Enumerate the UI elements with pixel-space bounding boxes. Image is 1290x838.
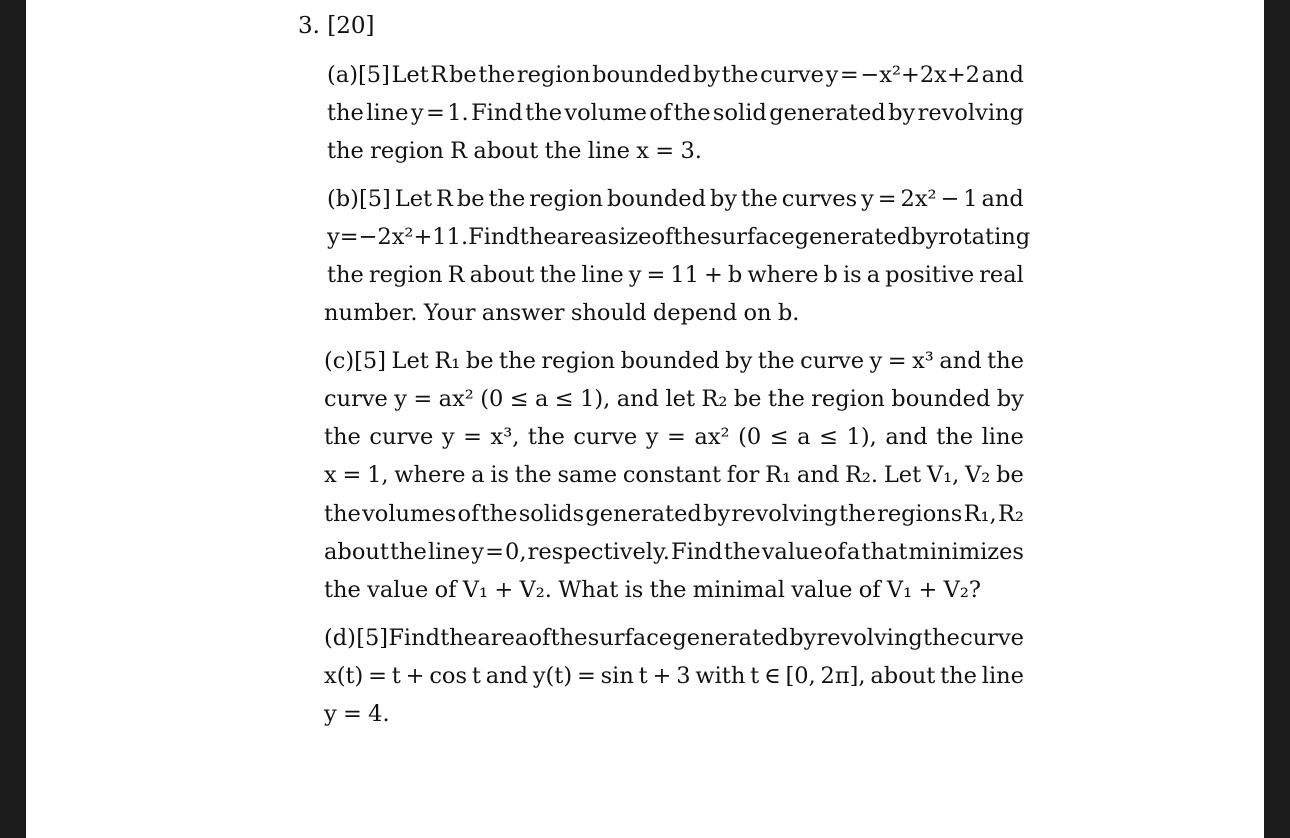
word: the	[923, 625, 960, 651]
word: R₂.	[844, 462, 879, 488]
word: the	[390, 539, 427, 565]
part-c-line-2	[324, 385, 1024, 413]
word: =	[368, 663, 387, 689]
word: curve	[960, 625, 1024, 651]
part-c-line-6	[324, 538, 1024, 566]
word: =	[339, 224, 359, 250]
word: x	[636, 138, 649, 164]
word: the	[499, 348, 536, 374]
word: curve	[369, 424, 434, 450]
word: y	[861, 186, 874, 212]
word: line	[981, 424, 1024, 450]
part-b-line-4	[324, 299, 1024, 327]
word: 3.	[680, 138, 702, 164]
word: a	[846, 539, 861, 565]
word: number.	[324, 300, 418, 326]
word: be	[996, 462, 1024, 488]
word: the	[488, 186, 526, 212]
word: the	[539, 262, 577, 288]
word: R₂	[701, 386, 728, 412]
word: the	[544, 138, 582, 164]
word: b	[727, 262, 743, 288]
word: region	[811, 386, 885, 412]
word: the	[478, 62, 516, 88]
word: the	[514, 462, 552, 488]
word: by	[725, 348, 753, 374]
word: size	[607, 224, 652, 250]
word: V₁	[462, 577, 489, 603]
word: solids	[518, 501, 585, 527]
word: generated	[769, 100, 886, 126]
word: t	[750, 663, 760, 689]
word: and	[485, 663, 528, 689]
word: same	[557, 462, 618, 488]
word: of	[649, 100, 672, 126]
word: the	[327, 262, 364, 288]
word: (0	[738, 424, 762, 450]
word: =	[413, 386, 433, 412]
word: surface	[587, 625, 673, 651]
word: x³,	[490, 424, 520, 450]
part-d-line-3	[324, 700, 1024, 728]
word: where	[394, 462, 466, 488]
word: R	[436, 186, 453, 212]
word: region	[516, 62, 591, 88]
word: [0,	[785, 663, 816, 689]
word: region	[541, 348, 616, 374]
word: area	[477, 625, 529, 651]
word: with	[695, 663, 746, 689]
word: Your	[423, 300, 476, 326]
word: R₁	[434, 348, 461, 374]
word: of	[457, 501, 480, 527]
part-b-line-2	[327, 223, 1031, 251]
part-c-line-1	[324, 347, 1024, 375]
word: x	[324, 462, 337, 488]
word: volumes	[362, 501, 457, 527]
word: 2x²	[900, 186, 937, 212]
word: curve	[760, 62, 824, 88]
word: the	[649, 577, 687, 603]
part-d-line-2	[324, 662, 1024, 690]
word: (b)[5]	[327, 186, 391, 212]
word: y	[324, 701, 337, 727]
word: t	[391, 663, 401, 689]
word: =	[463, 424, 482, 450]
word: ≤	[509, 386, 529, 412]
word: depend	[652, 300, 738, 326]
word: about	[324, 539, 389, 565]
word: y	[394, 386, 407, 412]
word: volume	[564, 100, 648, 126]
word: (a)[5]	[327, 62, 390, 88]
word: and	[981, 186, 1024, 212]
word: by	[789, 625, 817, 651]
word: the	[838, 501, 876, 527]
word: is	[490, 462, 510, 488]
word: and	[616, 386, 660, 412]
word: the	[519, 224, 557, 250]
word: the	[327, 100, 364, 126]
word: V₁	[886, 577, 913, 603]
word: y	[645, 424, 659, 450]
word: =	[342, 462, 362, 488]
word: about	[870, 663, 936, 689]
word: the	[757, 348, 795, 374]
word: region	[529, 186, 604, 212]
word: x³	[912, 348, 934, 374]
word: y	[441, 424, 455, 450]
word: solid	[712, 100, 767, 126]
word: ≤	[554, 386, 574, 412]
word: V₂.	[519, 577, 552, 603]
word: region	[370, 138, 444, 164]
word: of	[823, 539, 846, 565]
word: let	[665, 386, 695, 412]
word: on	[743, 300, 772, 326]
word: 4.	[368, 701, 390, 727]
word: line	[366, 100, 409, 126]
word: t	[471, 663, 481, 689]
word: be	[465, 348, 494, 374]
word: the	[527, 424, 565, 450]
word: bounded	[606, 186, 706, 212]
word: constant	[622, 462, 722, 488]
part-a-line-2	[327, 99, 1024, 127]
word: and	[981, 62, 1024, 88]
word: be	[733, 386, 762, 412]
word: that	[861, 539, 908, 565]
word: [5]	[356, 625, 389, 651]
word: =	[877, 186, 897, 212]
word: V₂?	[943, 577, 981, 603]
word: +	[918, 577, 938, 603]
word: value	[761, 539, 823, 565]
word: curve	[573, 424, 638, 450]
word: curve	[324, 386, 388, 412]
word: be	[456, 186, 485, 212]
word: +	[405, 663, 425, 689]
word: −	[940, 186, 960, 212]
word: regions	[877, 501, 963, 527]
word: revolving	[731, 501, 838, 527]
word: Let	[391, 62, 429, 88]
word: line	[981, 663, 1024, 689]
word: +	[704, 262, 723, 288]
word: Find	[468, 224, 520, 250]
word: of	[858, 577, 881, 603]
word: and	[939, 348, 982, 374]
word: bounded	[891, 386, 991, 412]
word: Find	[388, 625, 441, 651]
word: 1),	[846, 424, 877, 450]
word: y	[825, 62, 839, 88]
word: =	[887, 348, 907, 374]
part-c-line-4	[324, 461, 1024, 489]
word: Find	[670, 539, 723, 565]
word: the	[740, 186, 778, 212]
word: R₁,	[963, 501, 997, 527]
word: Let	[394, 186, 433, 212]
word: answer	[481, 300, 565, 326]
word: =	[667, 424, 686, 450]
word: 1.	[447, 100, 469, 126]
word: by	[692, 62, 720, 88]
word: the	[324, 501, 361, 527]
word: R₁	[765, 462, 792, 488]
word: −2x²+11.	[358, 224, 469, 250]
word: surface	[710, 224, 795, 250]
word: the	[550, 625, 588, 651]
word: revolving	[917, 100, 1024, 126]
word: ∈	[764, 663, 781, 689]
word: R₂	[997, 501, 1024, 527]
word: a	[534, 386, 549, 412]
word: about	[473, 138, 539, 164]
word: −x²+2x+2	[860, 62, 980, 88]
word: the	[327, 138, 364, 164]
word: =	[839, 62, 859, 88]
word: by	[703, 501, 731, 527]
word: rotating	[938, 224, 1031, 250]
word: area	[556, 224, 608, 250]
word: t	[638, 663, 648, 689]
word: R	[430, 62, 448, 88]
word: by	[911, 224, 939, 250]
word: for	[726, 462, 760, 488]
word: the	[673, 224, 711, 250]
word: be	[448, 62, 477, 88]
word: +	[652, 663, 672, 689]
part-a-line-1	[327, 61, 1024, 89]
word: the	[324, 577, 361, 603]
word: bounded	[592, 62, 692, 88]
word: the	[723, 539, 761, 565]
word: bounded	[620, 348, 720, 374]
word: (c)[5]	[324, 348, 387, 374]
word: the	[324, 424, 361, 450]
word: =	[485, 539, 504, 565]
word: the	[987, 348, 1024, 374]
word: real	[979, 262, 1024, 288]
word: Let	[883, 462, 922, 488]
word: cos	[429, 663, 468, 689]
word: the	[940, 663, 977, 689]
word: by	[709, 186, 738, 212]
word: curves	[781, 186, 858, 212]
part-c-line-5	[324, 500, 1024, 528]
word: 0,	[505, 539, 527, 565]
word: of	[651, 224, 674, 250]
word: the	[480, 501, 518, 527]
word: y	[410, 100, 424, 126]
word: line	[581, 262, 624, 288]
word: =	[576, 663, 596, 689]
word: V₁,	[926, 462, 960, 488]
word: 11	[670, 262, 699, 288]
word: minimizes	[908, 539, 1024, 565]
part-c-line-7	[324, 576, 1024, 604]
word: 3	[676, 663, 691, 689]
word: value	[791, 577, 853, 603]
word: 1,	[367, 462, 389, 488]
word: y	[327, 224, 340, 250]
word: and	[796, 462, 840, 488]
word: y	[869, 348, 883, 374]
word: ≤	[769, 424, 789, 450]
word: R	[447, 262, 465, 288]
word: line	[427, 539, 471, 565]
word: ax²	[694, 424, 730, 450]
word: ≤	[819, 424, 838, 450]
word: line	[587, 138, 630, 164]
word: and	[885, 424, 928, 450]
word: +	[494, 577, 514, 603]
word: is	[624, 577, 644, 603]
word: V₂	[965, 462, 991, 488]
word: b	[823, 262, 838, 288]
part-b-line-3	[327, 261, 1024, 289]
word: minimal	[692, 577, 785, 603]
word: a	[471, 462, 485, 488]
word: positive	[885, 262, 975, 288]
word: 1	[963, 186, 978, 212]
word: by	[996, 386, 1024, 412]
part-b-line-1	[327, 185, 1024, 213]
word: Find	[471, 100, 523, 126]
word: =	[655, 138, 675, 164]
part-a-line-3	[327, 137, 1024, 165]
part-c-line-3	[324, 423, 1024, 451]
word: generated	[585, 501, 702, 527]
word: =	[646, 262, 666, 288]
word: x(t)	[324, 663, 364, 689]
word: y	[628, 262, 642, 288]
word: (d)	[324, 625, 356, 651]
problem-number: 3. [20]	[298, 13, 375, 39]
word: respectively.	[527, 539, 670, 565]
word: of	[528, 625, 551, 651]
word: 2π],	[820, 663, 866, 689]
word: Let	[391, 348, 429, 374]
word: the	[525, 100, 563, 126]
word: a	[866, 262, 881, 288]
word: generated	[794, 224, 912, 250]
word: by	[888, 100, 916, 126]
word: What	[558, 577, 619, 603]
part-d-line-1	[324, 624, 1024, 652]
word: b.	[777, 300, 800, 326]
word: =	[425, 100, 445, 126]
word: should	[570, 300, 647, 326]
word: is	[842, 262, 862, 288]
word: the	[721, 62, 759, 88]
word: sin	[600, 663, 634, 689]
word: 1),	[580, 386, 611, 412]
word: generated	[672, 625, 789, 651]
word: y	[471, 539, 484, 565]
word: region	[368, 262, 443, 288]
word: the	[673, 100, 711, 126]
word: (0	[480, 386, 504, 412]
word: curve	[800, 348, 865, 374]
word: the	[936, 424, 974, 450]
word: the	[440, 625, 478, 651]
word: a	[797, 424, 811, 450]
word: ax²	[438, 386, 474, 412]
word: y(t)	[532, 663, 573, 689]
word: about	[469, 262, 535, 288]
word: value	[367, 577, 429, 603]
word: R	[450, 138, 468, 164]
word: of	[434, 577, 457, 603]
word: revolving	[816, 625, 923, 651]
word: where	[747, 262, 819, 288]
word: the	[767, 386, 805, 412]
word: =	[343, 701, 362, 727]
